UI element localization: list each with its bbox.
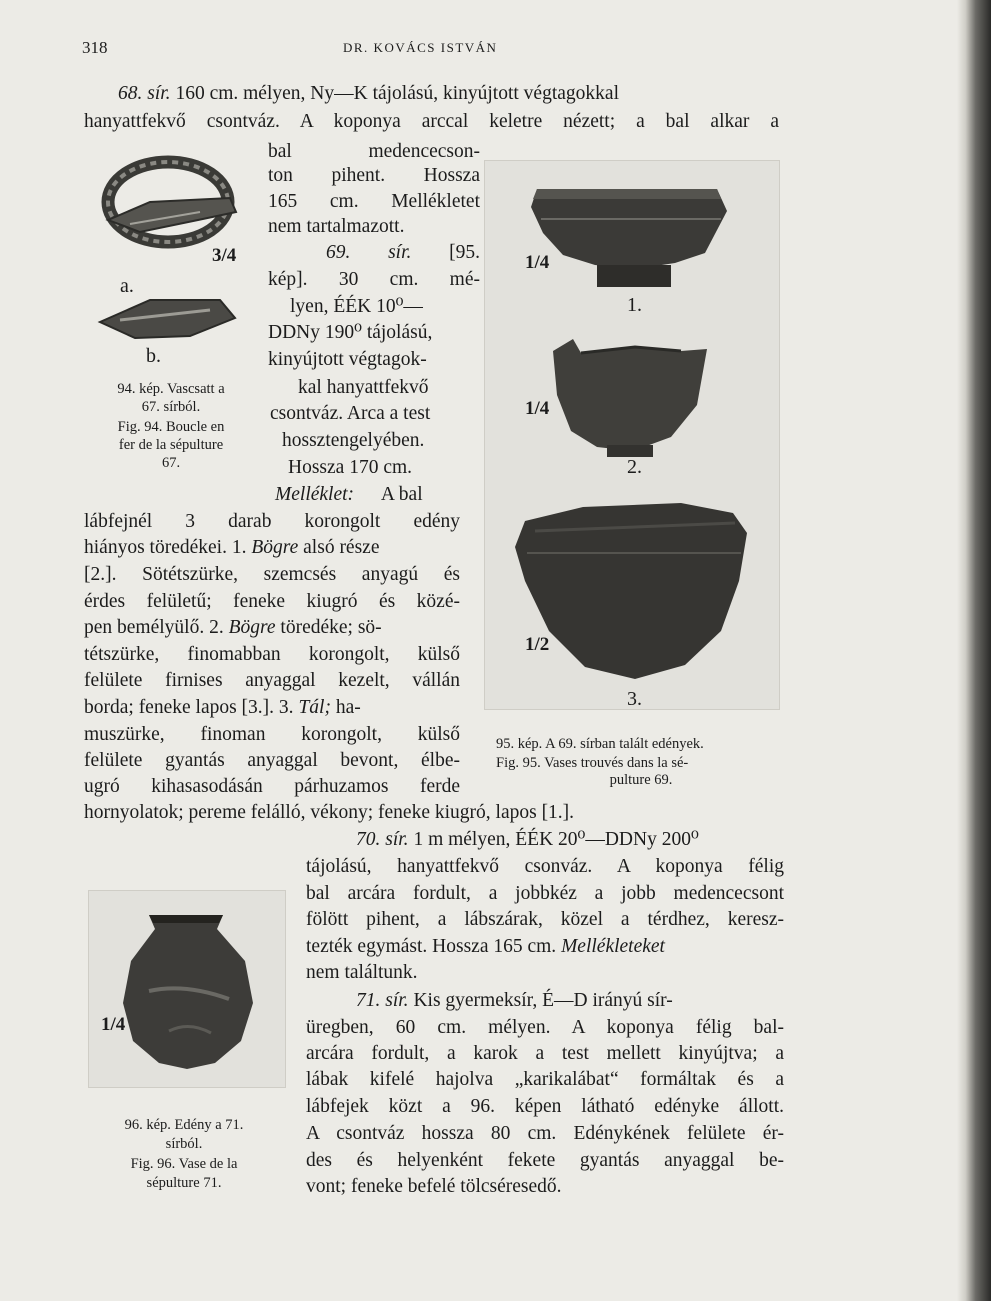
melleklet-term: Melléklet: [275, 484, 355, 505]
figure-94-caption-fr-1: Fig. 94. Boucle en [117, 419, 225, 435]
text-line: ton pihent. Hossza [268, 165, 480, 186]
figure-94-caption-fr-3: 67. [161, 455, 181, 471]
text-line: bal medencecson- [268, 141, 480, 162]
text-fragment: pen bemélyülő. 2. [84, 617, 224, 638]
grave-71-heading-line [356, 991, 673, 1011]
tal-term: Tál; [298, 697, 331, 718]
text-line: felülete gyantás anyaggal bevont, élbe- [84, 750, 460, 771]
text-line: üregben, 60 cm. mélyen. A koponya félig bal- [306, 1017, 784, 1038]
text-fragment: töredéke; sö- [280, 617, 382, 638]
text-line: ugró kihasasodásán párhuzamos ferde [84, 776, 460, 797]
vessel-2-scale: 1/4 [525, 398, 550, 419]
figure-96-caption-hu-1: 96. kép. Edény a 71. [124, 1117, 244, 1133]
text-fragment: tezték egymást. Hossza 165 cm. [306, 936, 557, 957]
text-line: bal arcára fordult, a jobbkéz a jobb medencecsont [306, 883, 784, 904]
text-line: muszürke, finoman korongolt, külső [84, 724, 460, 745]
vessel-3-pot [515, 503, 747, 679]
vessel-1-bowl [531, 189, 727, 287]
text-line: hornyolatok; pereme felálló, vékony; feneke kiugró, lapos [1.]. [84, 802, 575, 823]
vessel-1-scale: 1/4 [525, 252, 550, 273]
text-line [84, 698, 361, 718]
text-line: Hossza 170 cm. [288, 457, 413, 478]
text-line: lábfejnél 3 darab korongolt edény [84, 511, 460, 532]
text-line: lábfejek közt a 96. képen látható edényke állott. [306, 1096, 784, 1117]
grave-68-text: 160 cm. mélyen, Ny—K tájolású, kinyújtott végtagokkal [175, 83, 619, 104]
text-fragment: A bal [380, 484, 423, 505]
grave-69-number: 69. sír. [326, 242, 412, 263]
text-line: nem tartalmazott. [268, 216, 405, 237]
text-line: kép]. 30 cm. mé- [268, 269, 480, 290]
text-line: 165 cm. Mellékletet [268, 191, 480, 212]
text-line [84, 538, 380, 558]
text-fragment: ha- [335, 697, 361, 718]
text-line [306, 937, 665, 957]
text-fragment: Kis gyermeksír, É—D irányú sír- [413, 990, 673, 1011]
figure-96-photo [88, 890, 286, 1088]
text-line: fölött pihent, a lábszárak, közel a térdhez, keresz- [306, 909, 784, 930]
text-line: A csontváz hossza 80 cm. Edénykének felülete ér- [306, 1123, 784, 1144]
figure-94-caption-fr-2: fer de la sépulture [118, 437, 224, 453]
grave-69-heading-line [326, 243, 480, 263]
text-line: lyen, ÉÉK 10⁰— [290, 296, 423, 317]
text-line: érdes felületű; feneke kiugró és közé- [84, 591, 460, 612]
figure-94-scale: 3/4 [212, 245, 237, 266]
text-line: DDNy 190⁰ tájolású, [268, 322, 433, 343]
text-fragment: 1 m mélyen, ÉÉK 20⁰—DDNy 200⁰ [413, 829, 699, 850]
vessel-3-scale: 1/2 [525, 634, 550, 655]
text-line: des és helyenként fekete gyantás anyaggal be- [306, 1150, 784, 1171]
bogre-term: Bögre [251, 537, 299, 558]
figure-94-buckle [80, 150, 260, 370]
running-head: DR. KOVÁCS ISTVÁN [343, 40, 498, 55]
text-line: [2.]. Sötétszürke, szemcsés anyagú és [84, 564, 460, 585]
book-binding-edge [957, 0, 991, 1301]
figure-94-label-a: a. [120, 275, 134, 297]
text-line: tájolású, hanyattfekvő csonváz. A koponya félig [306, 856, 784, 877]
figure-96-caption-fr-1: Fig. 96. Vase de la [130, 1156, 238, 1172]
figure-94-caption-hu-2: 67. sírból. [141, 399, 201, 415]
figure-95-vessels-illustration [485, 161, 779, 709]
text-line: hanyattfekvő csontváz. A koponya arccal keletre nézett; a bal alkar a [84, 111, 779, 132]
grave-71-number: 71. sír. [356, 990, 409, 1011]
figure-96-caption-fr-2: sépulture 71. [146, 1175, 222, 1191]
figure-95-caption-hu: 95. kép. A 69. sírban talált edények. [496, 736, 704, 752]
figure-96-scale: 1/4 [101, 1014, 126, 1035]
text-line: felülete firnises anyaggal kezelt, vállán [84, 670, 460, 691]
text-line: kinyújtott végtagok- [268, 349, 427, 370]
text-line [275, 485, 423, 505]
figure-95-caption-fr-2: pulture 69. [609, 772, 673, 788]
text-line: lábak kifelé hajolva „karikalábat“ formáltak és a [306, 1069, 784, 1090]
text-fragment: borda; feneke lapos [3.]. 3. [84, 697, 294, 718]
text-line: csontváz. Arca a test [270, 403, 431, 424]
text-line: kal hanyattfekvő [298, 377, 429, 398]
figure-96-caption-hu-2: sírból. [165, 1136, 203, 1152]
vessel-2-number: 2. [627, 456, 642, 478]
grave-68-number: 68. sír. [118, 83, 171, 104]
vessel-2-fragment [553, 339, 707, 457]
page-number: 318 [82, 38, 108, 57]
mellekleteket-term: Mellékleteket [561, 936, 665, 957]
figure-95-photo-plate [484, 160, 780, 710]
text-fragment: hiányos töredékei. 1. [84, 537, 247, 558]
text-line: tétszürke, finomabban korongolt, külső [84, 644, 460, 665]
text-fragment: alsó része [303, 537, 380, 558]
grave-69-figure-ref: [95. [449, 242, 480, 263]
figure-94-caption-hu-1: 94. kép. Vascsatt a [117, 381, 225, 397]
text-line [84, 618, 382, 638]
vessel-3-number: 3. [627, 688, 642, 710]
figure-94-label-b: b. [146, 345, 161, 367]
grave-70-heading-line [356, 830, 699, 850]
text-line: vont; feneke befelé tölcséresedő. [306, 1176, 562, 1197]
text-line: arcára fordult, a karok a test mellett kinyújtva; a [306, 1043, 784, 1064]
grave-70-number: 70. sír. [356, 829, 409, 850]
text-line: nem találtunk. [306, 962, 418, 983]
bogre-term: Bögre [228, 617, 276, 638]
grave-68-heading-line [118, 84, 619, 104]
vessel-1-number: 1. [627, 294, 642, 316]
figure-95-caption-fr-1: Fig. 95. Vases trouvés dans la sé- [496, 755, 689, 771]
text-line: hossztengelyében. [282, 430, 425, 451]
figure-96-vase-illustration [89, 891, 285, 1087]
